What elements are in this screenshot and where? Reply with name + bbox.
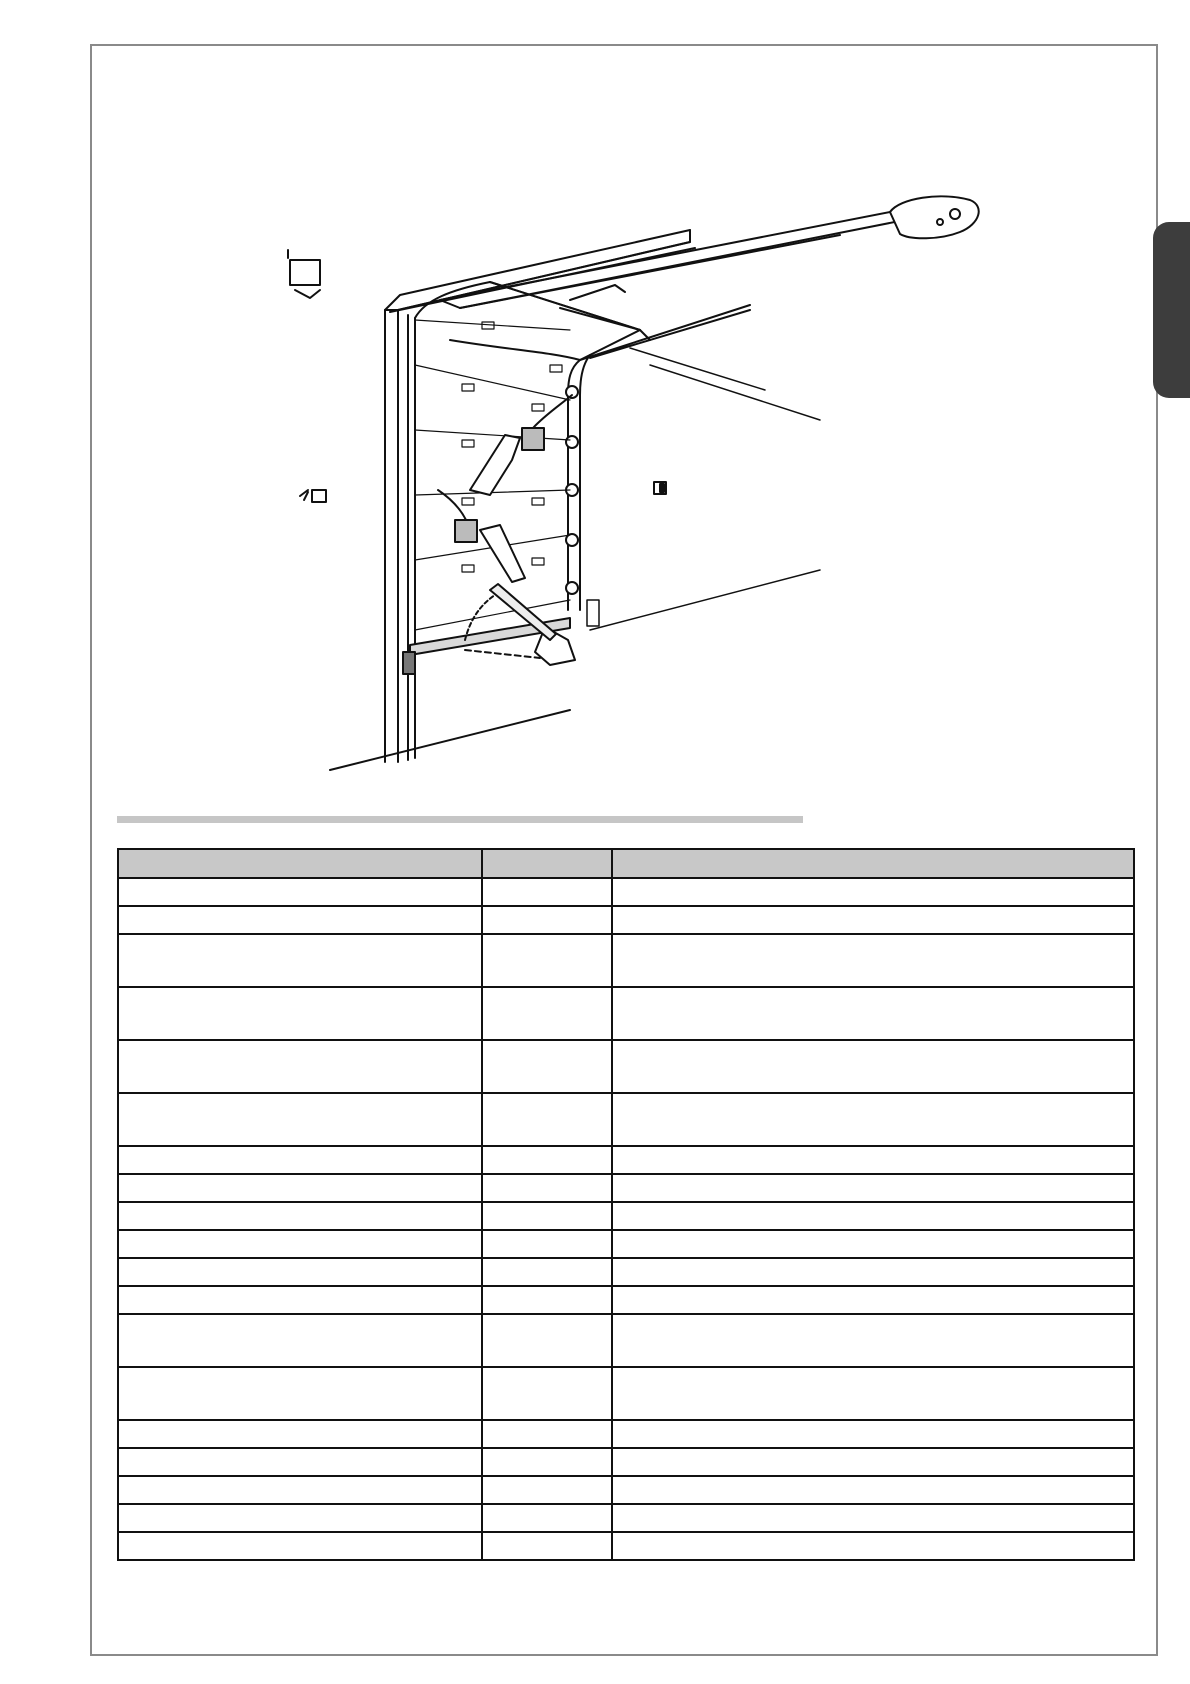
table-cell (118, 878, 482, 906)
table-cell (118, 934, 482, 987)
table-row (118, 1258, 1134, 1286)
table-cell (482, 1258, 612, 1286)
table-cell (612, 878, 1134, 906)
table-row (118, 906, 1134, 934)
section-divider (117, 816, 803, 823)
table-row (118, 1367, 1134, 1420)
table-header-row (118, 849, 1134, 878)
table-cell (118, 1146, 482, 1174)
garage-door-illustration (250, 190, 1120, 790)
table-cell (482, 1532, 612, 1560)
table-cell (118, 1448, 482, 1476)
wall-plug-icon (300, 490, 326, 502)
table-row (118, 1202, 1134, 1230)
side-wall (587, 365, 820, 630)
table-cell (118, 1367, 482, 1420)
table-row (118, 1314, 1134, 1367)
table-cell (612, 1230, 1134, 1258)
table-row (118, 1174, 1134, 1202)
table-row (118, 1420, 1134, 1448)
table-cell (482, 1420, 612, 1448)
table-cell (612, 1476, 1134, 1504)
table-cell (482, 1314, 612, 1367)
table-cell (118, 1532, 482, 1560)
table-cell (118, 1230, 482, 1258)
table-cell (118, 1476, 482, 1504)
table-row (118, 1230, 1134, 1258)
wall-control-icon (288, 250, 320, 298)
table-cell (118, 1504, 482, 1532)
door-frame-left-post (385, 310, 415, 762)
table-cell (482, 1093, 612, 1146)
table-cell (482, 906, 612, 934)
table-cell (118, 1202, 482, 1230)
door-bottom-bar (330, 618, 570, 770)
table-row (118, 1093, 1134, 1146)
table-row (118, 878, 1134, 906)
table-cell (482, 1202, 612, 1230)
table-cell (482, 1476, 612, 1504)
table-cell (482, 1230, 612, 1258)
table-row (118, 1476, 1134, 1504)
table-row (118, 1504, 1134, 1532)
table-row (118, 1146, 1134, 1174)
table-cell (612, 1174, 1134, 1202)
table-cell (118, 1258, 482, 1286)
table-cell (118, 1093, 482, 1146)
section-tab[interactable] (1153, 222, 1190, 398)
table-row (118, 1040, 1134, 1093)
table-cell (612, 1146, 1134, 1174)
table-cell (612, 1040, 1134, 1093)
table-cell (612, 1286, 1134, 1314)
table-row (118, 1532, 1134, 1560)
table-cell (118, 1314, 482, 1367)
table-cell (482, 1367, 612, 1420)
table-cell (612, 1448, 1134, 1476)
table-cell (612, 1202, 1134, 1230)
table-cell (118, 1420, 482, 1448)
table-cell (482, 987, 612, 1040)
table-cell (482, 1174, 612, 1202)
table-row (118, 934, 1134, 987)
table-cell (482, 1448, 612, 1476)
table-cell (612, 1420, 1134, 1448)
table-cell (612, 987, 1134, 1040)
table-cell (482, 1146, 612, 1174)
maintenance-table (117, 848, 1135, 1561)
table-cell (118, 906, 482, 934)
table-cell (482, 1040, 612, 1093)
table-row (118, 1286, 1134, 1314)
table-cell (482, 934, 612, 987)
ceiling-motor-icon (890, 196, 979, 238)
table-cell (612, 1314, 1134, 1367)
table-cell (118, 1286, 482, 1314)
table-cell (612, 1504, 1134, 1532)
table-cell (612, 1367, 1134, 1420)
table-cell (612, 1532, 1134, 1560)
table-cell (118, 1174, 482, 1202)
table-row (118, 987, 1134, 1040)
table-cell (612, 1093, 1134, 1146)
table-row (118, 1448, 1134, 1476)
table-cell (482, 1286, 612, 1314)
table-cell (612, 1258, 1134, 1286)
table-cell (612, 906, 1134, 934)
table-header-cell (482, 849, 612, 878)
table-cell (482, 878, 612, 906)
table-cell (118, 1040, 482, 1093)
table-header-cell (118, 849, 482, 878)
table-cell (612, 934, 1134, 987)
ceiling-track (440, 210, 915, 308)
remote-control-icon (654, 482, 666, 494)
table-header-cell (612, 849, 1134, 878)
table-cell (482, 1504, 612, 1532)
table-cell (118, 987, 482, 1040)
